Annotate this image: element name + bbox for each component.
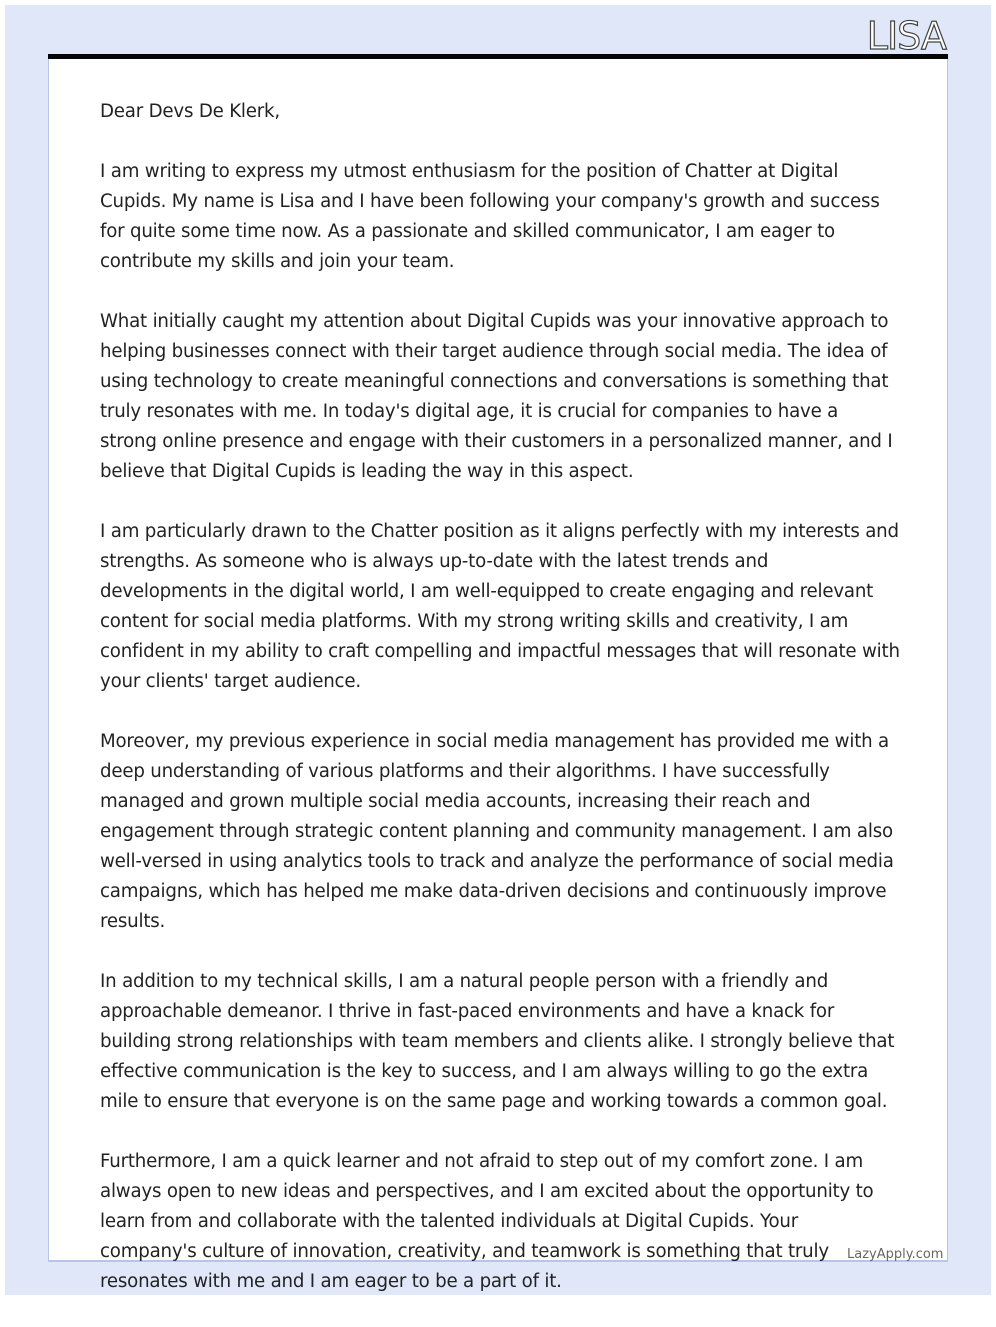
header-rule — [48, 54, 948, 59]
paragraph-3: I am particularly drawn to the Chatter position as it aligns perfectly with my interests and strengths. As someone who is always up-to-date with the latest trends and developments in the digital world, I am well-equipped to create engaging and relevant content for social media platforms. With my strong writing skills and creativity, I am confident in my ability to craft compelling and impactful messages that will resonate with your clients' target audience. — [100, 521, 900, 692]
paragraph-5: In addition to my technical skills, I am a natural people person with a friendly and approachable demeanor. I thrive in fast-paced environments and have a knack for building strong relationships with team members and clients alike. I strongly believe that effective communication is the key to success, and I am always willing to go the extra mile to ensure that everyone is on the same page and working towards a common goal. — [100, 971, 895, 1112]
applicant-name: LISA — [866, 14, 946, 58]
paragraph-6: Furthermore, I am a quick learner and not afraid to step out of my comfort zone. I am always open to new ideas and perspectives, and I am excited about the opportunity to learn from and collaborate with the talented individuals at Digital Cupids. Your company's culture of innovation, creativity, and teamwork is something that truly resonates with me and I am eager to be a part of it. — [100, 1151, 874, 1292]
cover-letter-body — [100, 97, 900, 1327]
salutation: Dear Devs De Klerk, — [100, 101, 280, 122]
paragraph-4: Moreover, my previous experience in social media management has provided me with a deep understanding of various platforms and their algorithms. I have successfully managed and grown multiple social media accounts, increasing their reach and engagement through strategic content planning and community management. I am also well-versed in using analytics tools to track and analyze the performance of social media campaigns, which has helped me make data-driven decisions and continuously improve results. — [100, 731, 894, 932]
paragraph-1: I am writing to express my utmost enthusiasm for the position of Chatter at Digital Cupids. My name is Lisa and I have been following your company's growth and success for quite some time now. As a passionate and skilled communicator, I am eager to contribute my skills and join your team. — [100, 161, 880, 272]
watermark: LazyApply.com — [847, 1247, 944, 1262]
paragraph-2: What initially caught my attention about Digital Cupids was your innovative approach to helping businesses connect with their target audience through social media. The idea of using technology to create meaningful connections and conversations is something that truly resonates with me. In today's digital age, it is crucial for companies to have a strong online presence and engage with their customers in a personalized manner, and I believe that Digital Cupids is leading the way in this aspect. — [100, 311, 893, 482]
